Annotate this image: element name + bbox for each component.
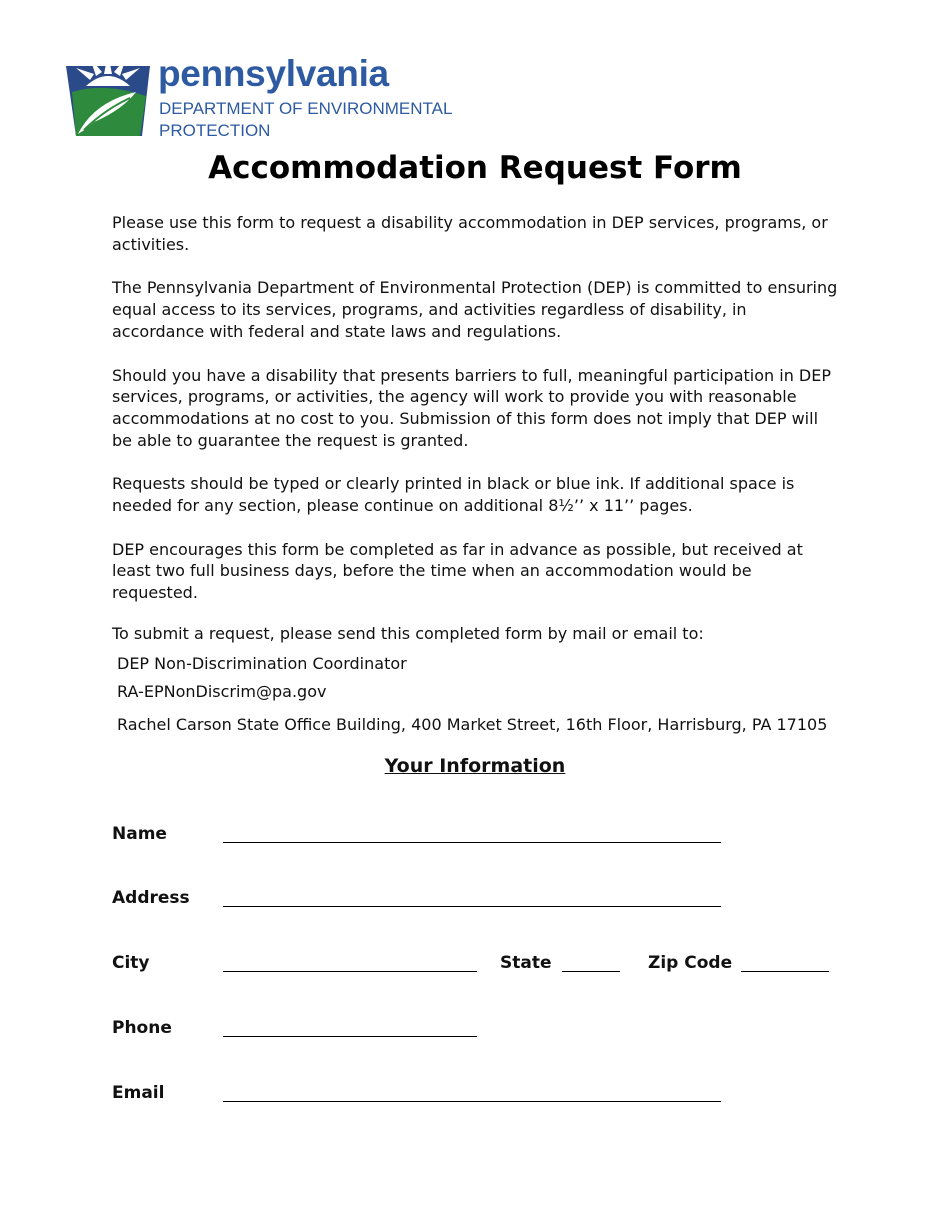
section-title-your-information: Your Information (384, 755, 566, 777)
mailing-address: Rachel Carson State Office Building, 400 Market Street, 16th Floor, Harrisburg, PA 17105 (117, 715, 828, 734)
phone-field[interactable] (223, 1036, 477, 1037)
logo-department: DEPARTMENT OF ENVIRONMENTAL PROTECTION (159, 99, 452, 140)
intro-paragraph: The Pennsylvania Department of Environmental Protection (DEP) is committed to ensuring equal access to its services, programs, and activities regardless of disability, in accordance with federal and state laws and regulations. (112, 278, 838, 341)
phone-label: Phone (112, 1018, 172, 1038)
intro-paragraph: Should you have a disability that presents barriers to full, meaningful participation in DEP services, programs, or activities, the agency will work to provide you with reasonable accommodations at no cost to you. Submission of this form does not imply that DEP will be able to guarantee the request is granted. (112, 365, 831, 450)
email-label: Email (112, 1083, 165, 1103)
state-field[interactable] (562, 971, 620, 972)
page-title: Accommodation Request Form (208, 150, 742, 186)
logo-wordmark: pennsylvania (158, 53, 389, 94)
address-label: Address (112, 888, 190, 908)
city-field[interactable] (223, 971, 477, 972)
zip-field[interactable] (741, 971, 829, 972)
city-label: City (112, 953, 150, 973)
submit-instructions: To submit a request, please send this completed form by mail or email to: (112, 624, 704, 643)
intro-paragraph: Please use this form to request a disability accommodation in DEP services, programs, or activities. (112, 213, 828, 254)
name-field[interactable] (223, 842, 721, 843)
state-label: State (500, 953, 552, 973)
address-field[interactable] (223, 906, 721, 907)
intro-text (112, 212, 842, 626)
coordinator-email[interactable]: RA-EPNonDiscrim@pa.gov (117, 682, 327, 701)
email-field[interactable] (223, 1101, 721, 1102)
name-label: Name (112, 824, 167, 844)
coordinator-name: DEP Non-Discrimination Coordinator (117, 654, 407, 673)
pennsylvania-keystone-icon (64, 52, 152, 138)
intro-paragraph: DEP encourages this form be completed as far in advance as possible, but received at least two full business days, before the time when an accommodation would be requested. (112, 539, 803, 603)
zip-label: Zip Code (648, 953, 733, 973)
intro-paragraph: Requests should be typed or clearly printed in black or blue ink. If additional space is needed for any section, please continue on additional 8½’’ x 11’’ pages. (112, 474, 795, 516)
dep-logo (64, 52, 464, 142)
